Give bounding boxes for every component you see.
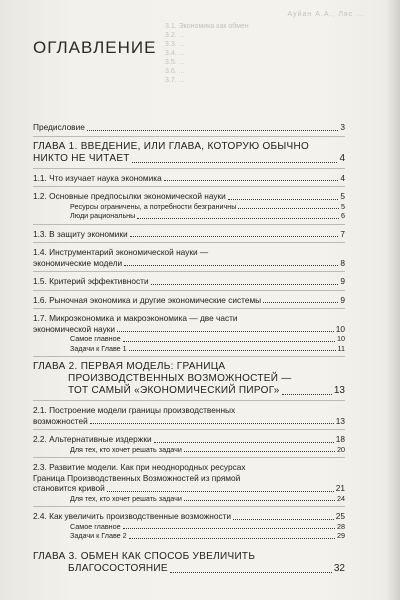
dot-leader	[238, 208, 339, 209]
toc-subsection	[70, 522, 345, 532]
toc-entry-text: Для тех, кто хочет решать задачи	[70, 444, 182, 454]
chapter-title-line: ГЛАВА 1. ВВЕДЕНИЕ, ИЛИ ГЛАВА, КОТОРУЮ ОБЫЧНО	[33, 140, 310, 152]
toc-entry-text: Самое главное	[70, 521, 121, 531]
toc-subsection	[70, 494, 345, 504]
toc-subsection	[35, 334, 345, 344]
toc-entry-text: 2.1. Построение модели границы производственных	[33, 405, 236, 415]
dot-leader	[107, 491, 334, 492]
dot-leader	[184, 451, 335, 452]
toc-subsections	[33, 445, 345, 455]
toc-page-number: 9	[340, 276, 345, 286]
toc-subsections	[33, 334, 345, 353]
toc-section	[33, 434, 345, 445]
toc-page-number: 32	[333, 562, 345, 574]
toc-page-number: 25	[335, 511, 345, 521]
toc-entry-text: становится кривой	[33, 483, 105, 493]
toc-entry-text: 2.4. Как увеличить производственные возможности	[33, 511, 232, 521]
toc-chapter-2	[33, 361, 345, 397]
dot-leader	[90, 423, 334, 424]
toc-section	[33, 173, 345, 184]
dot-leader	[154, 442, 334, 443]
toc-section	[33, 324, 345, 335]
chapter-title-line: ПРОИЗВОДСТВЕННЫХ ВОЗМОЖНОСТЕЙ —	[68, 373, 292, 384]
dot-leader	[130, 236, 339, 237]
toc-entry-text: 1.4. Инструментарий экономической науки —	[33, 247, 209, 257]
bleed-through-line: 3.2. ...	[165, 32, 185, 39]
dot-leader	[137, 218, 339, 219]
dot-leader	[282, 394, 332, 395]
toc-subsections	[33, 494, 345, 504]
toc-entry-text: Задачи к Главе 1	[70, 343, 127, 353]
dot-leader	[151, 284, 339, 285]
toc-subsection	[70, 202, 345, 212]
bleed-through-line: 3.1. Экономика как обмен	[165, 23, 249, 30]
toc-entry-text: возможностей	[33, 415, 88, 426]
toc-page-number: 21	[335, 483, 345, 493]
toc-page-number: 4	[339, 152, 345, 164]
toc-entry-text: экономические модели	[33, 257, 123, 268]
dot-leader	[129, 350, 336, 351]
toc-subsection	[70, 531, 345, 541]
dot-leader	[170, 572, 332, 573]
dot-leader	[123, 341, 335, 342]
toc-entry-text: экономической науки	[33, 323, 115, 334]
toc-page-number: 11	[337, 343, 345, 353]
toc-page-number: 10	[337, 334, 345, 343]
bleed-through-line: 3.7. ...	[165, 77, 185, 84]
page-edge-shadow	[386, 0, 400, 600]
table-of-contents	[33, 122, 345, 575]
divider	[33, 168, 345, 169]
bleed-through-line: 3.4. ...	[165, 50, 185, 57]
toc-chapter-1	[33, 141, 345, 165]
toc-page-number: 4	[340, 172, 345, 183]
toc-entry-text: Люди рациональны	[70, 211, 136, 220]
toc-entry-text: 1.1. Что изучает наука экономика	[33, 172, 162, 183]
divider	[33, 308, 345, 309]
toc-entry-text: Для тех, кто хочет решать задачи	[70, 493, 182, 503]
divider	[33, 224, 345, 225]
bleed-through-text	[165, 10, 365, 85]
toc-entry-preface	[33, 122, 345, 133]
bleed-through-line: 3.5. ...	[165, 59, 185, 66]
toc-subsection	[35, 344, 345, 354]
dot-leader	[233, 519, 334, 520]
toc-page-number: 29	[337, 531, 345, 540]
chapter-title-line: ГЛАВА 2. ПЕРВАЯ МОДЕЛЬ: ГРАНИЦА	[33, 361, 226, 372]
toc-entry-text: 2.3. Развитие модели. Как при неоднородных ресурсах	[33, 462, 246, 472]
divider	[33, 429, 345, 430]
dot-leader	[263, 302, 338, 303]
toc-chapter-3	[33, 551, 345, 575]
divider	[33, 242, 345, 243]
toc-section	[33, 191, 345, 202]
toc-subsections	[33, 522, 345, 541]
toc-page-number: 8	[340, 257, 345, 268]
divider	[33, 271, 345, 272]
toc-page-number: 6	[341, 211, 345, 220]
toc-page-number: 24	[337, 493, 345, 503]
dot-leader	[228, 199, 339, 200]
toc-section	[33, 416, 345, 427]
toc-page-number: 10	[335, 323, 345, 334]
toc-entry-text: 1.2. Основные предпосылки экономической науки	[33, 191, 226, 201]
spacer	[33, 541, 345, 551]
dot-leader	[124, 265, 338, 266]
toc-subsection	[70, 445, 345, 455]
bleed-through-header: Ауйан А.А., Ляс ...	[287, 11, 365, 18]
toc-subsections	[33, 202, 345, 221]
toc-page-number: 13	[333, 385, 345, 396]
dot-leader	[164, 180, 339, 181]
toc-entry-text: Задачи к Главе 2	[70, 531, 127, 540]
toc-entry-text: 1.5. Критерий эффективности	[33, 276, 149, 286]
chapter-title-line: ТОТ САМЫЙ «ЭКОНОМИЧЕСКИЙ ПИРОГ»	[68, 385, 280, 396]
divider	[33, 136, 345, 137]
divider	[33, 356, 345, 357]
toc-page-number: 20	[337, 444, 345, 454]
toc-page-number: 5	[340, 191, 345, 201]
dot-leader	[87, 130, 339, 131]
dot-leader	[132, 162, 338, 163]
chapter-title-line: НИКТО НЕ ЧИТАЕТ	[33, 152, 130, 164]
chapter-title-line: БЛАГОСОСТОЯНИЕ	[68, 562, 168, 574]
toc-section	[33, 295, 345, 306]
toc-section	[33, 258, 345, 269]
divider	[33, 290, 345, 291]
bleed-through-line: 3.3. ...	[165, 41, 185, 48]
dot-leader	[117, 331, 334, 332]
bleed-through-line: 3.6. ...	[165, 68, 185, 75]
toc-section	[33, 483, 345, 494]
page-title: ОГЛАВЛЕНИЕ	[33, 38, 157, 57]
toc-page-number: 3	[340, 122, 345, 132]
toc-entry-text: 2.2. Альтернативные издержки	[33, 434, 152, 444]
toc-page-number: 7	[340, 228, 345, 239]
toc-entry-text: 1.6. Рыночная экономика и другие экономические системы	[33, 294, 262, 305]
toc-entry-text: 1.3. В защиту экономики	[33, 228, 128, 239]
divider	[33, 186, 345, 187]
toc-entry-text: 1.7. Микроэкономика и макроэкономика — две части	[33, 313, 238, 323]
toc-entry-text: Предисловие	[33, 122, 85, 132]
dot-leader	[129, 538, 335, 539]
toc-page-number: 28	[337, 521, 345, 531]
toc-page-number: 13	[335, 415, 345, 426]
chapter-title-line: ГЛАВА 3. ОБМЕН КАК СПОСОБ УВЕЛИЧИТЬ	[33, 550, 256, 562]
toc-entry-text: Ресурсы ограничены, а потребности безграничны	[70, 201, 237, 211]
toc-page-number: 18	[335, 434, 345, 444]
divider	[33, 506, 345, 507]
toc-page-number: 5	[341, 201, 345, 211]
toc-section	[33, 276, 345, 287]
toc-section	[33, 229, 345, 240]
divider	[33, 457, 345, 458]
dot-leader	[123, 528, 335, 529]
toc-page-number: 9	[340, 294, 345, 305]
toc-section	[33, 511, 345, 522]
toc-subsection	[70, 211, 345, 221]
toc-entry-text: Граница Производственных Возможностей из прямой	[33, 472, 241, 483]
dot-leader	[184, 500, 335, 501]
divider	[33, 400, 345, 401]
toc-entry-text: Самое главное	[70, 334, 121, 343]
